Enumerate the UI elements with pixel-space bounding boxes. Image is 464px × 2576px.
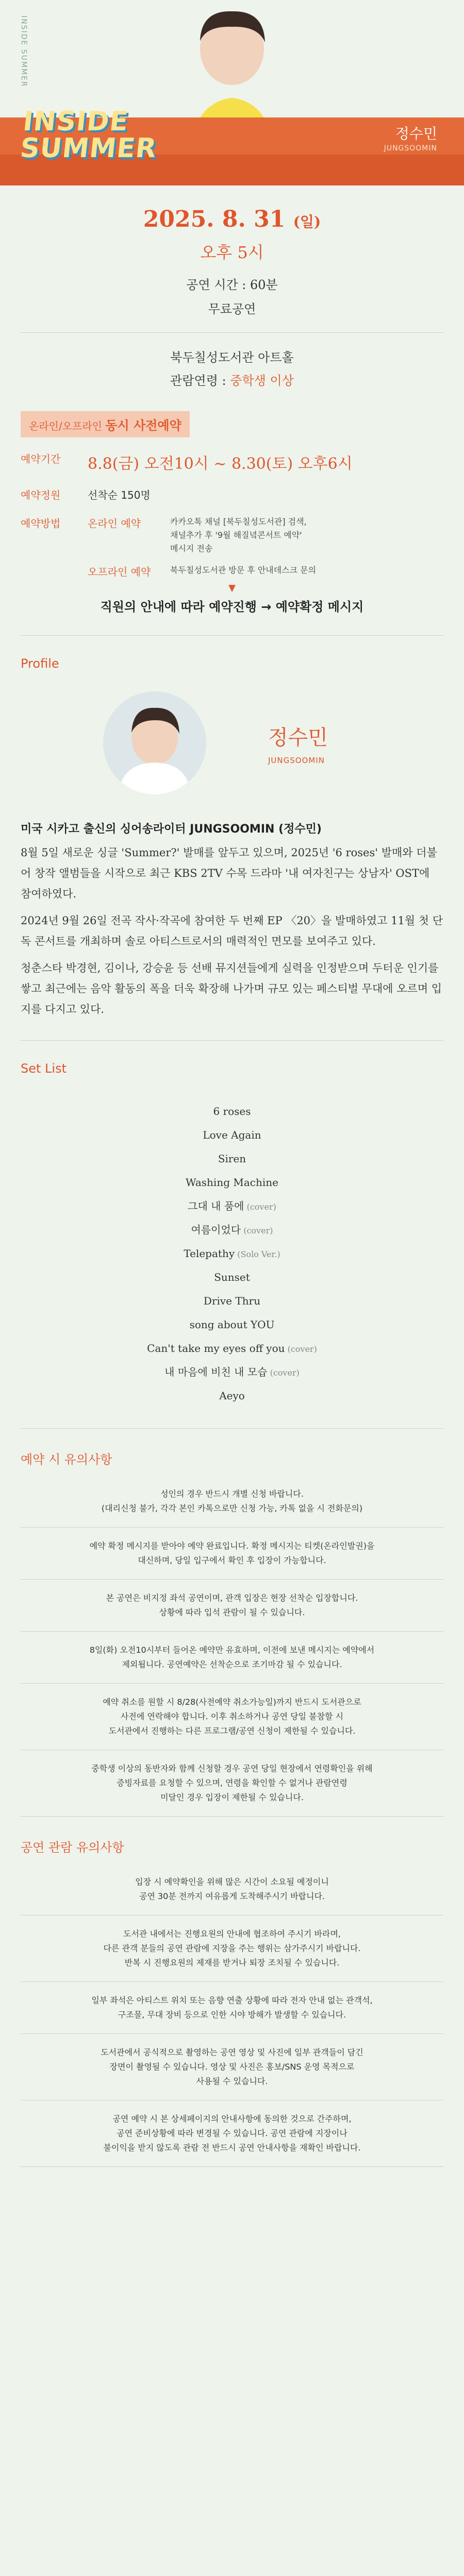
age-value: 중학생 이상 xyxy=(230,374,294,388)
profile-name-en: JUNGSOOMIN xyxy=(268,755,325,765)
reserve-heading xyxy=(21,411,190,437)
song-title: Sunset xyxy=(214,1271,250,1283)
song-title: 여름이었다 xyxy=(191,1224,241,1236)
notice-item: 성인의 경우 반드시 개별 신청 바랍니다. (대리신청 불가, 각각 본인 카톡으로만 신청 가능, 카톡 없을 시 전화문의) xyxy=(21,1476,443,1528)
event-date-day: (일) xyxy=(293,213,321,230)
event-price: 무료공연 xyxy=(208,302,256,316)
hero-banner xyxy=(0,0,464,185)
notice-item: 입장 시 예약확인을 위해 많은 시간이 소요될 예정이니 공연 30분 전까지 여유롭게 도착해주시기 바랍니다. xyxy=(21,1863,443,1916)
notice-watch-title: 공연 관람 유의사항 xyxy=(21,1840,124,1855)
hero-name-kr: 정수민 xyxy=(395,125,437,142)
reserve-method-row xyxy=(21,515,443,579)
setlist-item xyxy=(0,1194,464,1218)
profile-name-kr: 정수민 xyxy=(268,725,328,750)
bio-paragraph: 8월 5일 새로운 싱글 'Summer?' 발매를 앞두고 있으며, 2025년 '6 roses' 발매와 더불어 창작 앨범들을 시작으로 최근 KBS 2TV 수목 드라마 '내 여자친구는 상남자' OST에 참여하였다. xyxy=(21,846,437,900)
setlist xyxy=(0,1099,464,1408)
bio xyxy=(0,820,464,1020)
offline-method xyxy=(88,564,316,579)
notice-watch-list xyxy=(0,1863,464,2167)
notice-item: 예약 취소를 원할 시 8/28(사전예약 취소가능일)까지 반드시 도서관으로 사전에 연락해야 합니다. 이후 취소하거나 공연 당일 불참할 시 도서관에서 진행하는 다른 프로그램/공연 신청이 제한될 수 있습니다. xyxy=(21,1684,443,1750)
hero-title-line2: SUMMER xyxy=(19,133,159,164)
song-tag: (cover) xyxy=(244,1202,276,1212)
notice-reserve-title: 예약 시 유의사항 xyxy=(21,1452,112,1467)
song-title: Love Again xyxy=(203,1129,261,1141)
vertical-label: INSIDE SUMMER xyxy=(20,15,28,88)
online-desc xyxy=(170,515,307,555)
notice-reserve-section xyxy=(0,1449,464,1817)
notice-item: 본 공연은 비지정 좌석 공연이며, 관객 입장은 현장 선착순 입장합니다. 상황에 따라 입석 관람이 될 수 있습니다. xyxy=(21,1580,443,1632)
profile-section xyxy=(0,656,464,1041)
setlist-item xyxy=(0,1265,464,1289)
song-title: 그대 내 품에 xyxy=(188,1200,244,1212)
notice-reserve-list xyxy=(0,1476,464,1817)
notice-item: 예약 확정 메시지를 받아야 예약 완료입니다. 확정 메시지는 티켓(온라인발권)을 대신하며, 당일 입구에서 확인 후 입장이 가능합니다. xyxy=(21,1528,443,1580)
event-date-main: 2025. 8. 31 xyxy=(143,206,286,232)
capacity-label: 예약정원 xyxy=(21,489,61,501)
divider xyxy=(21,332,443,333)
method-details xyxy=(88,515,316,579)
song-tag: (cover) xyxy=(241,1226,273,1235)
profile-name xyxy=(268,721,328,765)
event-date xyxy=(21,185,443,232)
notice-item: 도서관 내에서는 진행요원의 안내에 협조하여 주시기 바라며, 다른 관객 분들의 공연 관람에 지장을 주는 행위는 삼가주시기 바랍니다. 반복 시 진행요원의 제재를 받거나 퇴장 조치될 수 있습니다. xyxy=(21,1916,443,1982)
online-desc-3: 메시지 전송 xyxy=(170,544,213,553)
event-venue: 북두칠성도서관 아트홀 xyxy=(170,350,294,365)
profile-title: Profile xyxy=(21,656,59,671)
song-title: Washing Machine xyxy=(186,1176,278,1189)
capacity-value: 선착순 150명 xyxy=(88,489,151,501)
event-duration: 공연 시간 : 60분 xyxy=(186,278,278,292)
song-title: Aeyo xyxy=(219,1389,245,1402)
event-info xyxy=(0,185,464,636)
online-method xyxy=(88,515,316,555)
song-title: Drive Thru xyxy=(203,1295,261,1307)
song-title: 6 roses xyxy=(213,1105,251,1117)
song-tag: (cover) xyxy=(267,1368,300,1378)
song-tag: (cover) xyxy=(285,1344,317,1354)
song-title: song about YOU xyxy=(189,1318,275,1331)
divider xyxy=(21,635,443,636)
online-desc-2: 채널추가 후 '9월 해질녘콘서트 예약' xyxy=(170,530,302,540)
setlist-title: Set List xyxy=(21,1061,67,1076)
hero-title-line1: INSIDE xyxy=(21,106,130,137)
notice-item: 중학생 이상의 동반자와 함께 신청할 경우 공연 당일 현장에서 연령확인을 위해 증빙자료를 요청할 수 있으며, 연령을 확인할 수 없거나 관람연령 미달인 경우 입장이 제한될 수 있습니다. xyxy=(21,1750,443,1817)
divider xyxy=(21,1428,443,1429)
song-title: Can't take my eyes off you xyxy=(147,1342,285,1354)
online-desc-1: 카카오톡 채널 [북두칠성도서관] 검색, xyxy=(170,517,307,527)
bio-paragraph: 2024년 9월 26일 전곡 작사·작곡에 참여한 두 번째 EP 〈20〉을 발매하였고 11월 첫 단독 콘서트를 개최하며 솔로 아티스트로서의 매력적인 면모를 보여주고 있다. xyxy=(21,914,443,947)
setlist-item xyxy=(0,1147,464,1171)
setlist-item xyxy=(0,1289,464,1313)
setlist-item xyxy=(0,1099,464,1123)
bio-headline: 미국 시카고 출신의 싱어송라이터 JUNGSOOMIN (정수민) xyxy=(21,823,322,836)
notice-item: 공연 예약 시 본 상세페이지의 안내사항에 동의한 것으로 간주하며, 공연 준비상황에 따라 변경될 수 있습니다. 공연 관람에 지장이나 불이익을 받지 않도록 관람 전 반드시 공연 안내사항을 재확인 바랍니다. xyxy=(21,2100,443,2167)
online-label: 온라인 예약 xyxy=(88,517,141,530)
setlist-section xyxy=(0,1061,464,1429)
setlist-item xyxy=(0,1336,464,1360)
song-title: Siren xyxy=(218,1153,246,1165)
hero-title xyxy=(19,108,161,162)
period-label: 예약기간 xyxy=(21,453,61,465)
setlist-item xyxy=(0,1313,464,1336)
setlist-item xyxy=(0,1123,464,1147)
notice-item: 도서관에서 공식적으로 촬영하는 공연 영상 및 사진에 일부 관객들이 담긴 장면이 촬영될 수 있습니다. 영상 및 사진은 홍보/SNS 운영 목적으로 사용될 수 있습니다. xyxy=(21,2034,443,2100)
notice-watch-section xyxy=(0,1837,464,2167)
reserve-heading-small: 온라인/오프라인 xyxy=(29,420,102,432)
setlist-item xyxy=(0,1218,464,1242)
offline-desc: 북두칠성도서관 방문 후 안내데스크 문의 xyxy=(170,565,317,575)
arrow-down-icon: ▼ xyxy=(228,583,236,594)
offline-label: 오프라인 예약 xyxy=(88,566,151,578)
divider xyxy=(21,1040,443,1041)
notice-item: 8일(화) 오전10시부터 들어온 예약만 유효하며, 이전에 보낸 메시지는 예약에서 제외됩니다. 공연예약은 선착순으로 조기마감 될 수 있습니다. xyxy=(21,1632,443,1684)
bio-paragraph: 청춘스타 박경현, 김이나, 강승윤 등 선배 뮤지션들에게 실력을 인정받으며 두터운 인기를 쌓고 최근에는 음악 활동의 폭을 더욱 확장해 나가며 규모 있는 페스티벌 무대에 오르며 입지를 다지고 있다. xyxy=(21,962,442,1015)
reserve-period-row xyxy=(21,451,443,473)
hero-name-en: JUNGSOOMIN xyxy=(384,144,437,152)
setlist-item xyxy=(0,1360,464,1384)
avatar xyxy=(103,691,206,794)
reserve-capacity-row xyxy=(21,487,443,502)
notice-item: 일부 좌석은 아티스트 위치 또는 음향 연출 상황에 따라 전자 안내 없는 관객석, 구조물, 무대 장비 등으로 인한 시야 방해가 발생할 수 있습니다. xyxy=(21,1982,443,2034)
setlist-item xyxy=(0,1171,464,1194)
setlist-item xyxy=(0,1242,464,1265)
song-title: Telepathy xyxy=(184,1247,235,1260)
event-age xyxy=(21,370,443,388)
reserve-heading-big: 동시 사전예약 xyxy=(105,418,181,433)
event-time: 오후 5시 xyxy=(200,243,264,262)
song-tag: (Solo Ver.) xyxy=(235,1249,280,1259)
reserve-final-step: 직원의 안내에 따라 예약진행 → 예약확정 메시지 xyxy=(100,600,364,614)
age-label: 관람연령 : xyxy=(170,374,226,388)
period-value: 8.8(금) 오전10시 ~ 8.30(토) 오후6시 xyxy=(88,455,353,473)
setlist-item xyxy=(0,1384,464,1408)
profile-box xyxy=(0,671,464,794)
method-label: 예약방법 xyxy=(21,517,61,530)
song-title: 내 마음에 비친 내 모습 xyxy=(164,1366,268,1378)
